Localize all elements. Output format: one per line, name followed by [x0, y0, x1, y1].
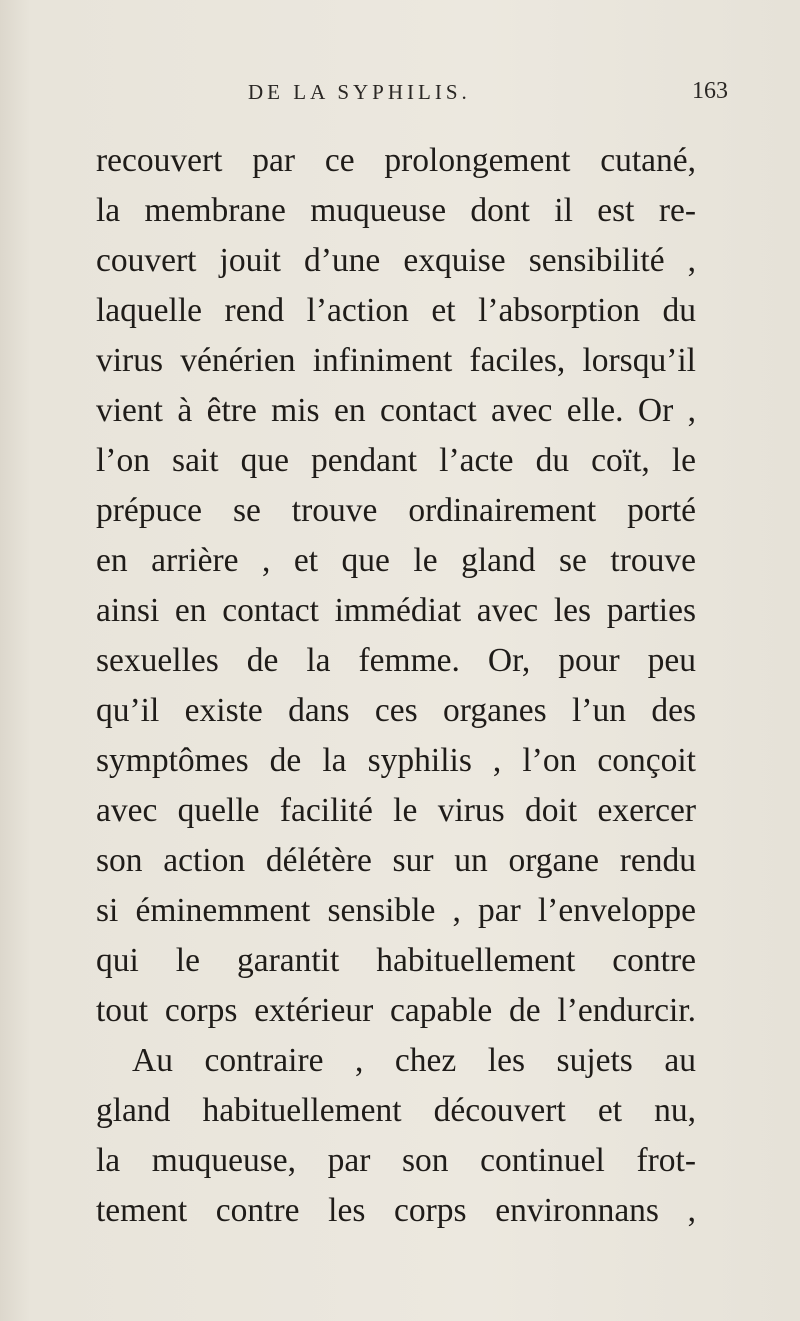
text-line: laquelle rend l’action et l’absorption du: [96, 292, 696, 329]
text-line: si éminemment sensible , par l’enveloppe: [96, 892, 696, 929]
text-line: la membrane muqueuse dont il est re-: [96, 192, 696, 229]
page-number: 163: [692, 78, 728, 104]
text-line: prépuce se trouve ordinairement porté: [96, 492, 696, 529]
text-line: vient à être mis en contact avec elle. Or ,: [96, 392, 696, 429]
text-line: symptômes de la syphilis , l’on conçoit: [96, 742, 696, 779]
text-line: qu’il existe dans ces organes l’un des: [96, 692, 696, 729]
text-line: sexuelles de la femme. Or, pour peu: [96, 642, 696, 679]
text-line: tement contre les corps environnans ,: [96, 1192, 696, 1229]
text-line: qui le garantit habituellement contre: [96, 942, 696, 979]
paragraph-start-line: Au contraire , chez les sujets au: [132, 1042, 696, 1079]
text-line: ainsi en contact immédiat avec les parties: [96, 592, 696, 629]
text-line: avec quelle facilité le virus doit exercer: [96, 792, 696, 829]
running-head: [0, 80, 800, 110]
text-line: en arrière , et que le gland se trouve: [96, 542, 696, 579]
text-line: virus vénérien infiniment faciles, lorsqu’il: [96, 342, 696, 379]
running-head-title: DE LA SYPHILIS.: [248, 80, 471, 104]
text-line: recouvert par ce prolongement cutané,: [96, 142, 696, 179]
text-line: gland habituellement découvert et nu,: [96, 1092, 696, 1129]
text-line: tout corps extérieur capable de l’endurcir.: [96, 992, 696, 1029]
text-line: la muqueuse, par son continuel frot-: [96, 1142, 696, 1179]
text-line: l’on sait que pendant l’acte du coït, le: [96, 442, 696, 479]
text-line: couvert jouit d’une exquise sensibilité ,: [96, 242, 696, 279]
text-line: son action délétère sur un organe rendu: [96, 842, 696, 879]
